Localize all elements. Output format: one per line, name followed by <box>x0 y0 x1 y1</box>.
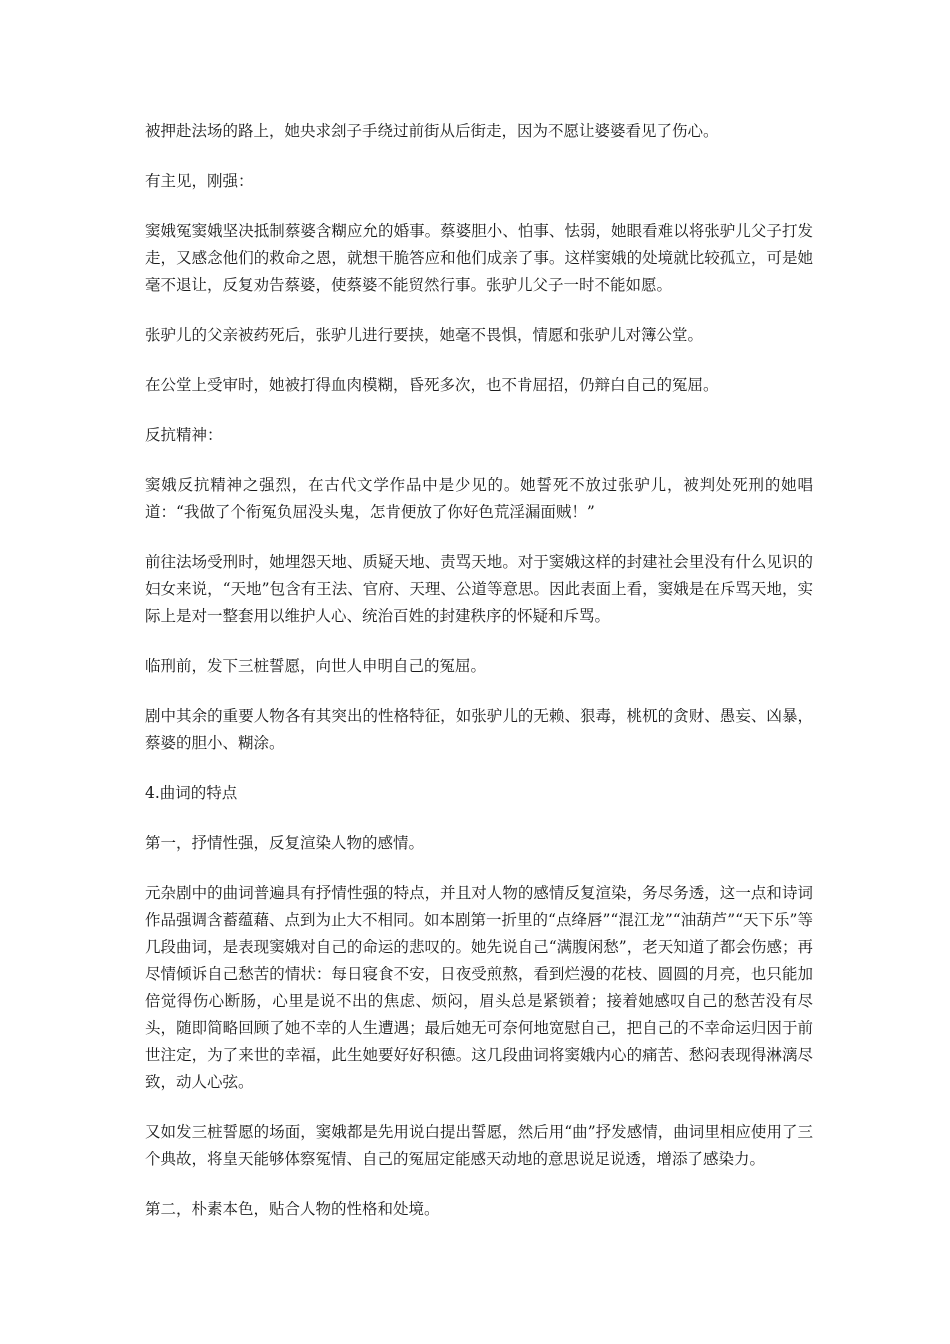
paragraph-14: 又如发三桩誓愿的场面，窦娥都是先用说白提出誓愿，然后用“曲”抒发感情，曲词里相应使用了三个典故，将皇天能够体察冤情、自己的冤屈定能感天动地的意思说足说透，增添了感染力。 <box>145 1123 813 1168</box>
paragraph-1: 被押赴法场的路上，她央求刽子手绕过前街从后街走，因为不愿让婆婆看见了伤心。 <box>145 122 719 140</box>
paragraph-2: 有主见，刚强： <box>145 172 254 190</box>
paragraph-7: 窦娥反抗精神之强烈，在古代文学作品中是少见的。她誓死不放过张驴儿，被判处死刑的她唱道：“我做了个衔冤负屈没头鬼，怎肯便放了你好色荒淫漏面贼！” <box>145 476 813 521</box>
paragraph-10: 剧中其余的重要人物各有其突出的性格特征，如张驴儿的无赖、狠毒，桃杌的贪财、愚妄、凶暴，蔡婆的胆小、糊涂。 <box>145 707 813 752</box>
paragraph-15: 第二，朴素本色，贴合人物的性格和处境。 <box>145 1200 440 1218</box>
paragraph-3: 窦娥冤窦娥坚决抵制蔡婆含糊应允的婚事。蔡婆胆小、怕事、怯弱，她眼看难以将张驴儿父子打发走，又感念他们的救命之恩，就想干脆答应和他们成亲了事。这样窦娥的处境就比较孤立，可是她毫不退让，反复劝告蔡婆，使蔡婆不能贸然行事。张驴儿父子一时不能如愿。 <box>145 222 813 294</box>
paragraph-9: 临刑前，发下三桩誓愿，向世人申明自己的冤屈。 <box>145 657 487 675</box>
paragraph-8: 前往法场受刑时，她埋怨天地、质疑天地、责骂天地。对于窦娥这样的封建社会里没有什么见识的妇女来说，“天地”包含有王法、官府、天理、公道等意思。因此表面上看，窦娥是在斥骂天地，实际上是对一整套用以维护人心、统治百姓的封建秩序的怀疑和斥骂。 <box>145 553 813 625</box>
document-body <box>145 118 813 1246</box>
paragraph-13: 元杂剧中的曲词普遍具有抒情性强的特点，并且对人物的感情反复渲染，务尽务透，这一点和诗词作品强调含蓄蕴藉、点到为止大不相同。如本剧第一折里的“点绛唇”“混江龙”“油葫芦”“天下乐”等几段曲词，是表现窦娥对自己的命运的悲叹的。她先说自己“满腹闲愁”，老天知道了都会伤感；再尽情倾诉自己愁苦的情状：每日寝食不安，日夜受煎熬，看到烂漫的花枝、圆圆的月亮，也只能加倍觉得伤心断肠，心里是说不出的焦虑、烦闷，眉头总是紧锁着；接着她感叹自己的愁苦没有尽头，随即简略回顾了她不幸的人生遭遇；最后她无可奈何地宽慰自己，把自己的不幸命运归因于前世注定，为了来世的幸福，此生她要好好积德。这几段曲词将窦娥内心的痛苦、愁闷表现得淋漓尽致，动人心弦。 <box>145 884 813 1091</box>
paragraph-12: 第一，抒情性强，反复渲染人物的感情。 <box>145 834 425 852</box>
paragraph-6: 反抗精神： <box>145 426 223 444</box>
paragraph-4: 张驴儿的父亲被药死后，张驴儿进行要挟，她毫不畏惧，情愿和张驴儿对簿公堂。 <box>145 326 704 344</box>
section-heading: 4.曲词的特点 <box>145 784 238 802</box>
paragraph-5: 在公堂上受审时，她被打得血肉模糊，昏死多次，也不肯屈招，仍辩白自己的冤屈。 <box>145 376 719 394</box>
